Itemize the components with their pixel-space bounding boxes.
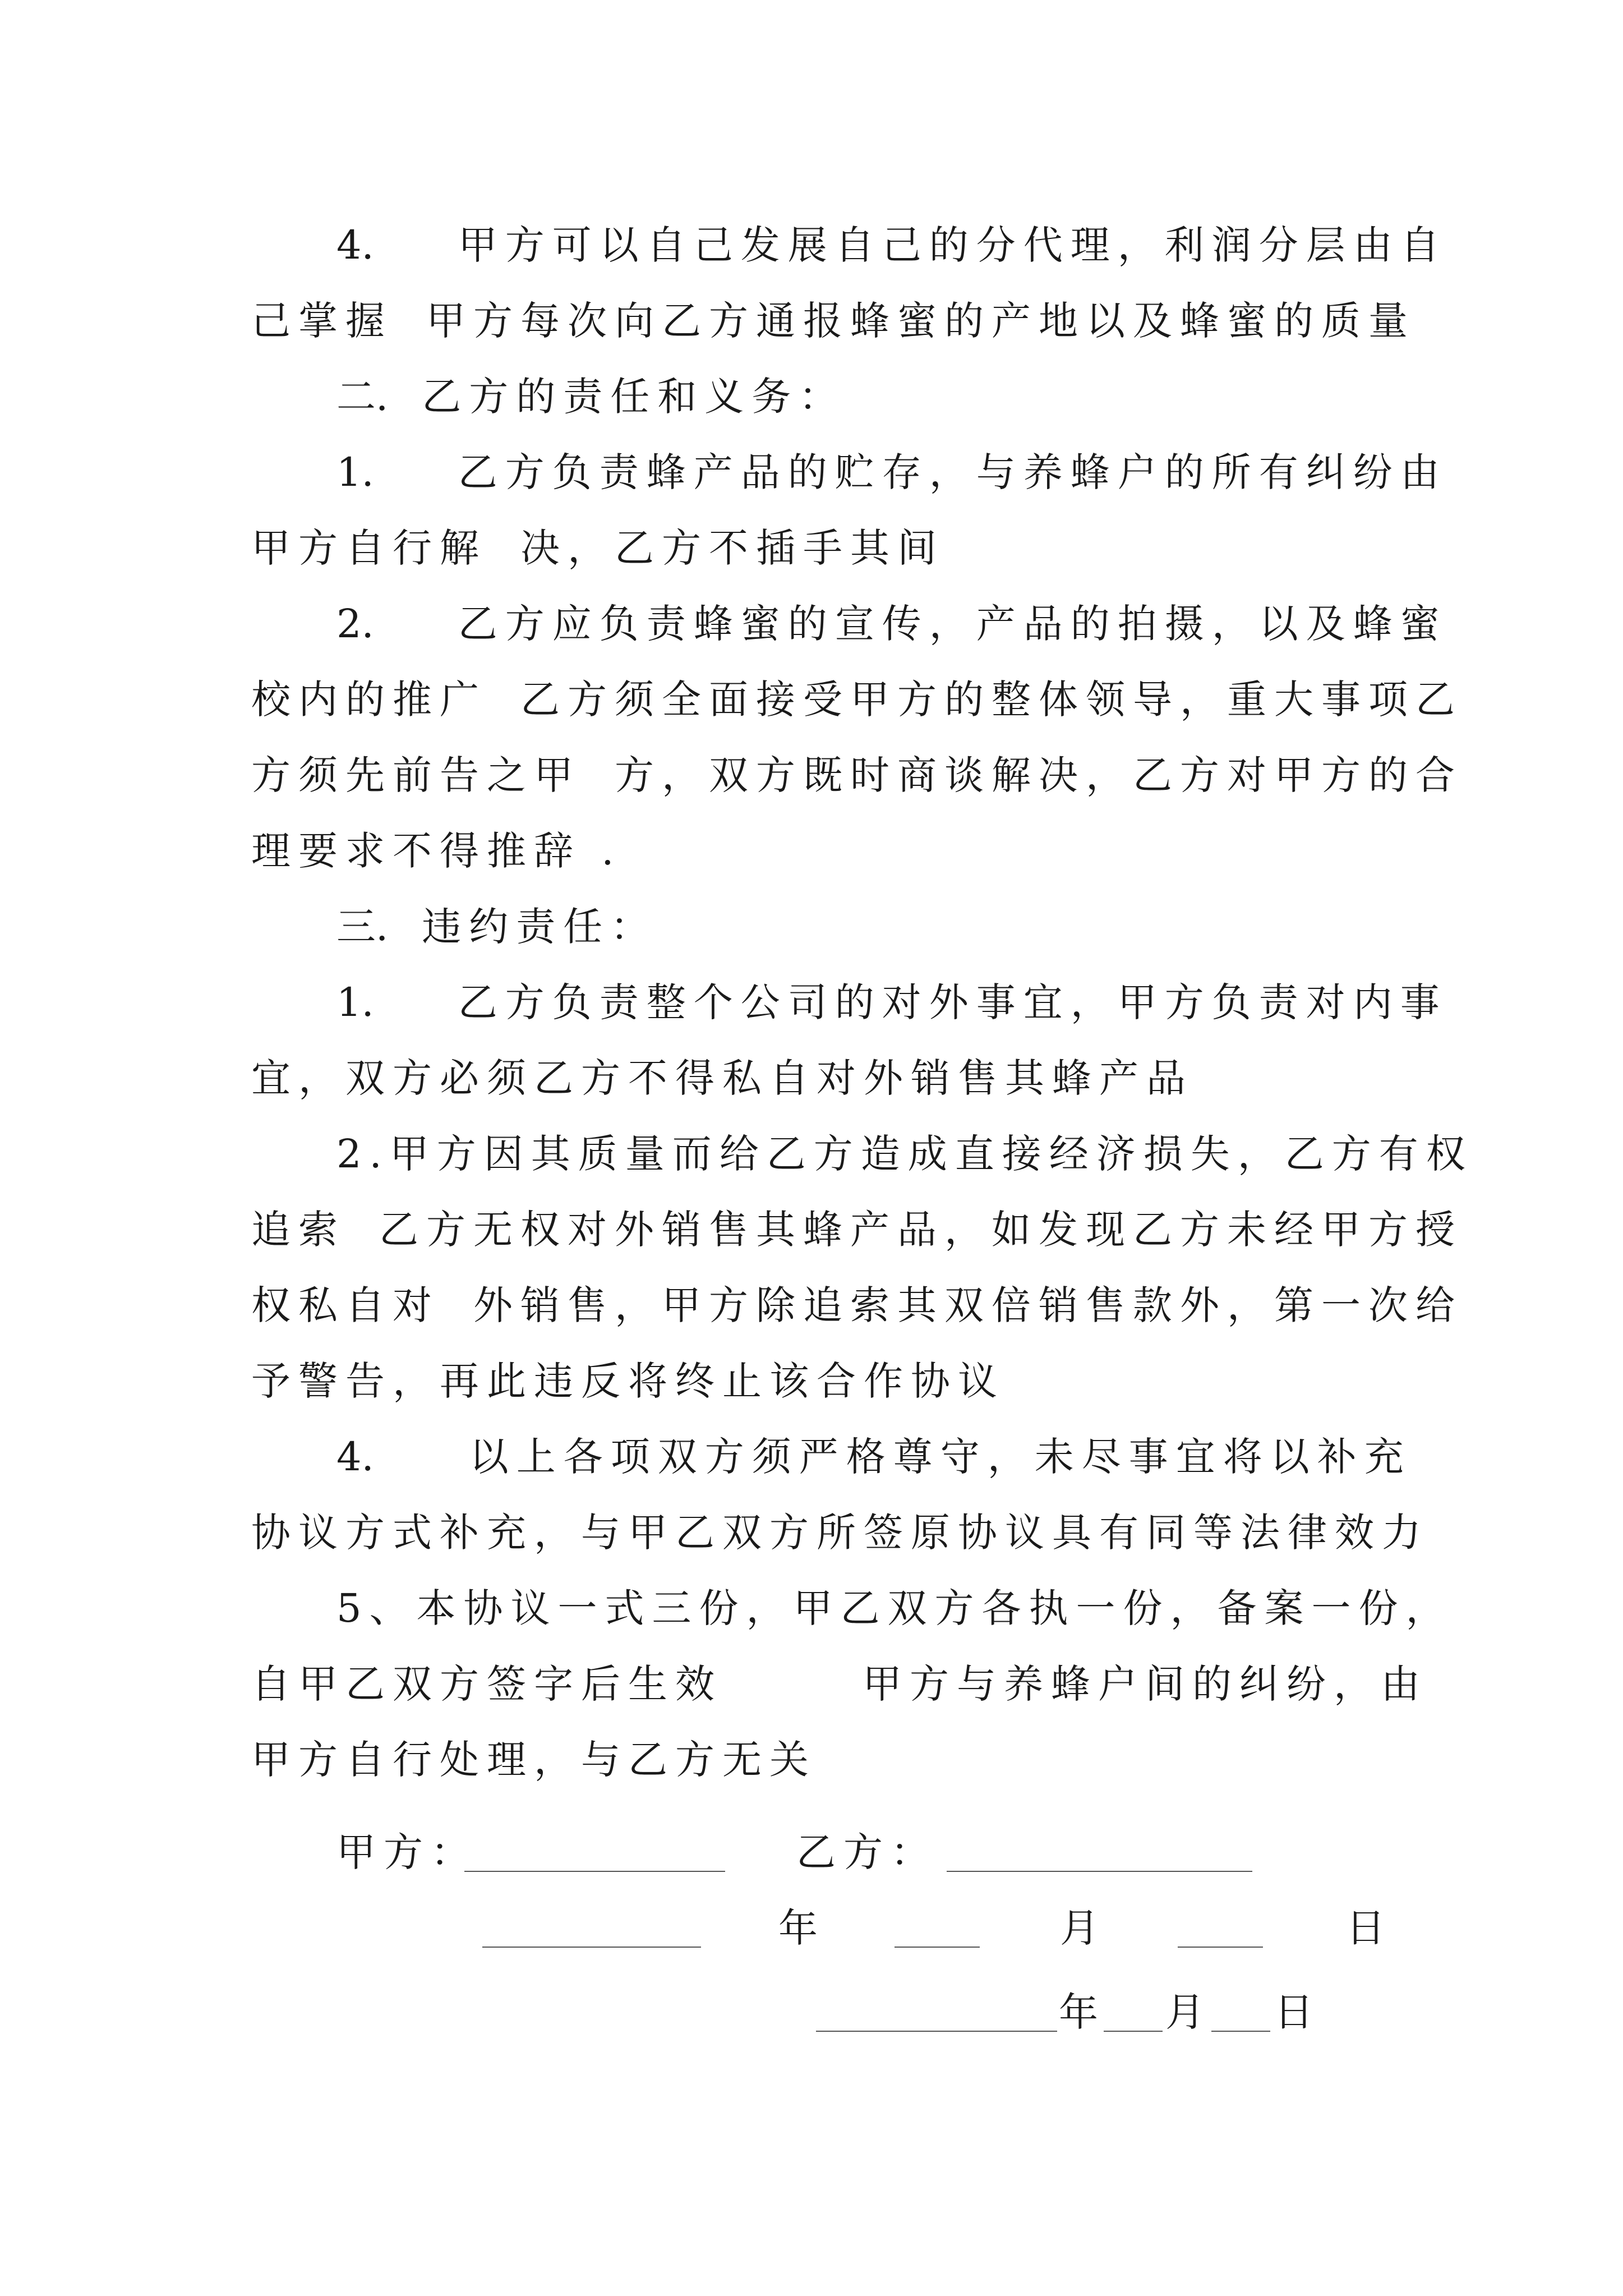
clause-text: 甲方自行处理，与乙方无关 [251,1737,817,1783]
clause-a4 [336,220,1447,270]
clause-c5-cont [251,1659,1428,1709]
section-title: 违约责任： [422,904,658,950]
clause-a4-cont [251,296,1415,346]
clause-text: 乙方负责蜂产品的贮存，与养蜂户的所有纠纷由 [458,449,1447,495]
section-number: 二. [336,374,389,420]
clause-b2-cont [251,674,1463,725]
section-number: 三. [336,904,389,950]
clause-c4 [336,1432,1412,1482]
clause-c2 [336,1129,1473,1179]
clause-text: 2.甲方因其质量而给乙方造成直接经济损失，乙方有权 [336,1131,1473,1177]
clause-b2 [336,599,1447,649]
date2-day-blank[interactable] [1211,2031,1270,2032]
clause-number: 1. [336,449,374,495]
clause-text: 己掌握 [251,298,393,344]
date-month-blank[interactable] [895,1947,980,1948]
party-a-label: 甲方： [336,1829,478,1875]
clause-text: 予警告，再此违反将终止该合作协议 [251,1358,1005,1404]
date-year-label: 年 [778,1905,826,1951]
clause-text: 外销售，甲方除追索其双倍销售款外，第一次给 [473,1282,1463,1328]
clause-text: 宜，双方必须乙方不得私自对外销售其蜂产品 [251,1055,1193,1101]
clause-number: 2. [336,601,374,647]
date-day-label: 日 [1346,1905,1393,1951]
clause-text: 乙方应负责蜂蜜的宣传，产品的拍摄，以及蜂蜜 [458,601,1447,647]
clause-text: 乙方负责整个公司的对外事宜，甲方负责对内事 [458,979,1447,1025]
section-title: 乙方的责任和义务： [422,374,846,420]
clause-text: 以上各项双方须严格尊守，未尽事宜将以补充 [469,1434,1412,1480]
date2-year-label: 年 [1059,1989,1106,2035]
party-b-label: 乙方： [796,1829,938,1875]
clause-text: 甲方与养蜂户间的纠纷，由 [863,1661,1428,1707]
clause-text: 自甲乙双方签字后生效 [251,1661,722,1707]
section-heading-b [336,371,1391,422]
section-heading-c [336,901,1391,952]
clause-text: 甲方可以自己发展自己的分代理，利润分层由自 [458,222,1447,268]
date-year-blank[interactable] [482,1947,701,1948]
clause-text: 追索 [251,1207,345,1253]
party-a-signature-line[interactable] [464,1871,725,1872]
clause-text: 校内的推广 [251,677,487,723]
clause-text: 方须先前告之甲 [251,752,581,798]
clause-b1 [336,447,1447,498]
clause-text: 甲方每次向乙方通报蜂蜜的产地以及蜂蜜的质量 [426,298,1415,344]
date2-year-blank[interactable] [816,2031,1057,2032]
clause-text: 5、本协议一式三份，甲乙双方各执一份，备案一份， [336,1585,1453,1631]
clause-text: 乙方须全面接受甲方的整体领导，重大事项乙 [520,677,1463,723]
clause-text: 方，双方既时商谈解决，乙方对甲方的合 [615,752,1463,798]
clause-c2-cont [251,1356,1390,1406]
clause-text: 决，乙方不插手其间 [520,525,944,571]
clause-number: 4. [336,1434,374,1480]
clause-text: 乙方无权对外销售其蜂产品，如发现乙方未经甲方授 [379,1207,1463,1253]
clause-b1-cont [251,523,1390,573]
clause-text: 理要求不得推辞 . [251,828,622,874]
clause-c4-cont [251,1507,1429,1558]
clause-b2-cont [251,826,1390,876]
party-b-signature-line[interactable] [947,1871,1252,1872]
clause-text: 协议方式补充，与甲乙双方所签原协议具有同等法律效力 [251,1510,1429,1556]
clause-text: 权私自对 [251,1282,440,1328]
clause-c5 [336,1583,1453,1634]
clause-number: 1. [336,979,374,1025]
clause-c2-cont [251,1204,1463,1255]
clause-b2-cont [251,750,1463,800]
clause-c2-cont [251,1280,1463,1331]
clause-c1-cont [251,1053,1390,1103]
date-month-label: 月 [1060,1905,1107,1951]
clause-c5-cont [251,1734,1390,1785]
date2-month-label: 月 [1165,1989,1212,2035]
date2-month-blank[interactable] [1104,2031,1163,2032]
clause-c1 [336,977,1447,1028]
clause-text: 甲方自行解 [251,525,487,571]
clause-number: 4. [336,222,374,268]
date2-day-label: 日 [1274,1989,1321,2035]
date-day-blank[interactable] [1178,1947,1263,1948]
